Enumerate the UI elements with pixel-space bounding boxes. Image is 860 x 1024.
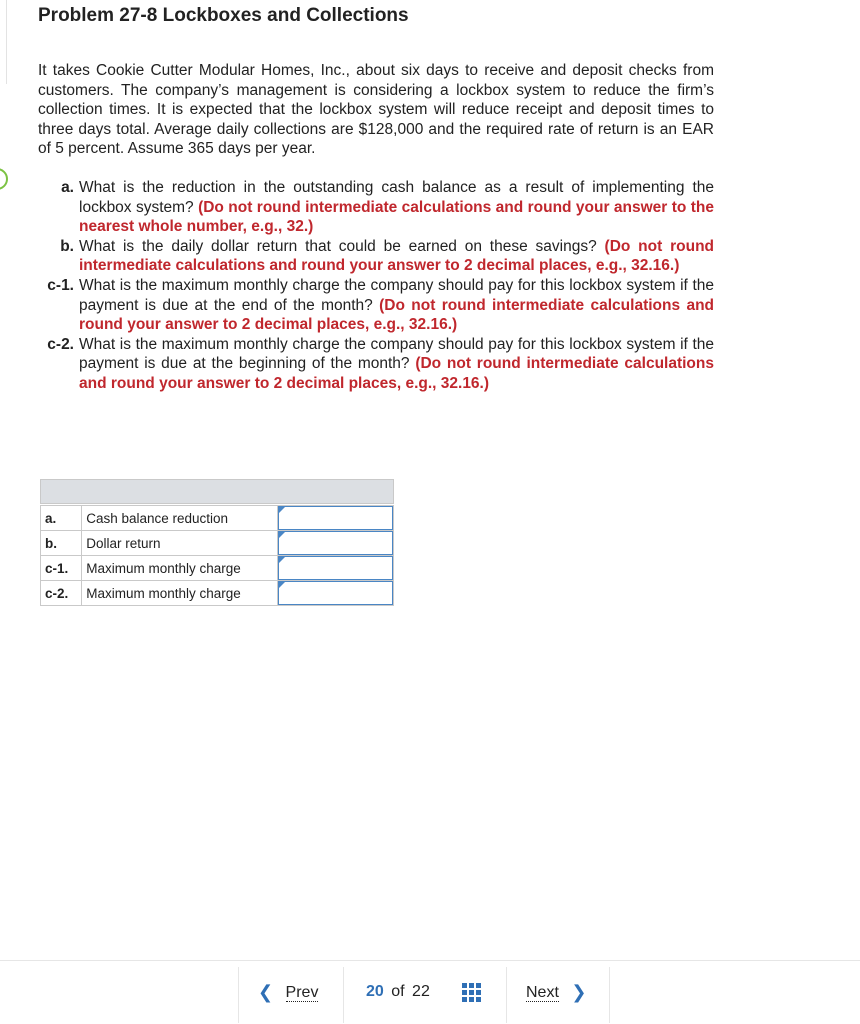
question-hint: (Do not round intermediate calculations and round your answer to 2 decimal places, e.g., 32.16.): [79, 296, 715, 334]
question-label: c-1.: [47, 276, 74, 294]
question-text: What is the daily dollar return that could be earned on these savings?: [79, 237, 597, 255]
row-label: c-2.: [41, 581, 82, 606]
row-description: Dollar return: [82, 531, 278, 556]
status-indicator-icon: [0, 168, 8, 190]
monthly-charge-end-input[interactable]: [278, 556, 393, 580]
pagination-footer: [0, 960, 860, 1024]
chevron-right-icon: ❯: [571, 982, 587, 1002]
input-flag-icon: [279, 507, 285, 513]
question-list: [38, 178, 714, 394]
prev-button[interactable]: [258, 982, 318, 1003]
question-hint: (Do not round intermediate calculations and round your answer to 2 decimal places, e.g., 32.16.): [79, 355, 714, 392]
current-page: 20: [366, 983, 384, 1000]
chevron-left-icon: ❮: [258, 982, 274, 1002]
left-edge-divider: [6, 0, 7, 84]
page-indicator: [366, 983, 430, 1001]
answer-cell: [278, 556, 394, 581]
question-hint: (Do not round intermediate calculations and round your answer to 2 decimal places, e.g., 32.16.): [79, 237, 714, 275]
table-row: [41, 506, 394, 531]
question-a: [38, 178, 714, 237]
row-label: b.: [41, 531, 82, 556]
table-row: [41, 581, 394, 606]
monthly-charge-beginning-input[interactable]: [278, 581, 393, 605]
next-button[interactable]: [526, 982, 586, 1003]
row-label: c-1.: [41, 556, 82, 581]
total-pages: 22: [412, 983, 430, 1000]
answer-table: [40, 479, 394, 606]
next-label: Next: [526, 984, 559, 1001]
table-row: [41, 531, 394, 556]
question-hint: (Do not round intermediate calculations and round your answer to the nearest whole number, e.g., 32.): [79, 198, 714, 236]
nav-divider: [238, 967, 239, 1023]
answer-table-header-cell: [41, 480, 394, 504]
problem-intro: It takes Cookie Cutter Modular Homes, Inc., about six days to receive and deposit checks from customers. The company’s management is considering a lockbox system to reduce the firm’s collection times. It is expected that the lockbox system will reduce receipt and deposit times to three days total. Average daily collections are $128,000 and the required rate of return is an EAR of 5 percent. Assume 365 days per year.: [38, 62, 714, 158]
question-label: a.: [61, 179, 74, 196]
answer-cell: [278, 581, 394, 606]
row-description: Cash balance reduction: [82, 506, 278, 531]
page-of-text: of: [391, 983, 405, 1000]
grid-icon[interactable]: [462, 983, 482, 1003]
input-flag-icon: [279, 557, 285, 563]
answer-cell: [278, 506, 394, 531]
input-flag-icon: [279, 582, 285, 588]
nav-divider: [506, 967, 507, 1023]
question-text: What is the maximum monthly charge the company should pay for this lockbox system if the payment is due at the beginning of the month?: [79, 335, 714, 373]
question-c2: [38, 335, 714, 394]
question-c1: [38, 276, 714, 335]
question-text: What is the reduction in the outstanding cash balance as a result of implementing the lockbox system?: [79, 179, 714, 216]
question-label: b.: [60, 237, 74, 255]
question-b: [38, 237, 714, 276]
page-title: Problem 27-8 Lockboxes and Collections: [38, 5, 409, 26]
answer-table-header: [41, 480, 394, 504]
table-row: [41, 556, 394, 581]
nav-divider: [609, 967, 610, 1023]
question-text: What is the maximum monthly charge the company should pay for this lockbox system if the payment is due at the end of the month?: [79, 276, 714, 314]
nav-divider: [343, 967, 344, 1023]
answer-cell: [278, 531, 394, 556]
question-label: c-2.: [47, 335, 74, 353]
cash-balance-reduction-input[interactable]: [278, 506, 393, 530]
row-description: Maximum monthly charge: [82, 581, 278, 606]
dollar-return-input[interactable]: [278, 531, 393, 555]
input-flag-icon: [279, 532, 285, 538]
prev-label: Prev: [285, 984, 319, 1001]
row-label: a.: [41, 506, 82, 531]
row-description: Maximum monthly charge: [82, 556, 278, 581]
